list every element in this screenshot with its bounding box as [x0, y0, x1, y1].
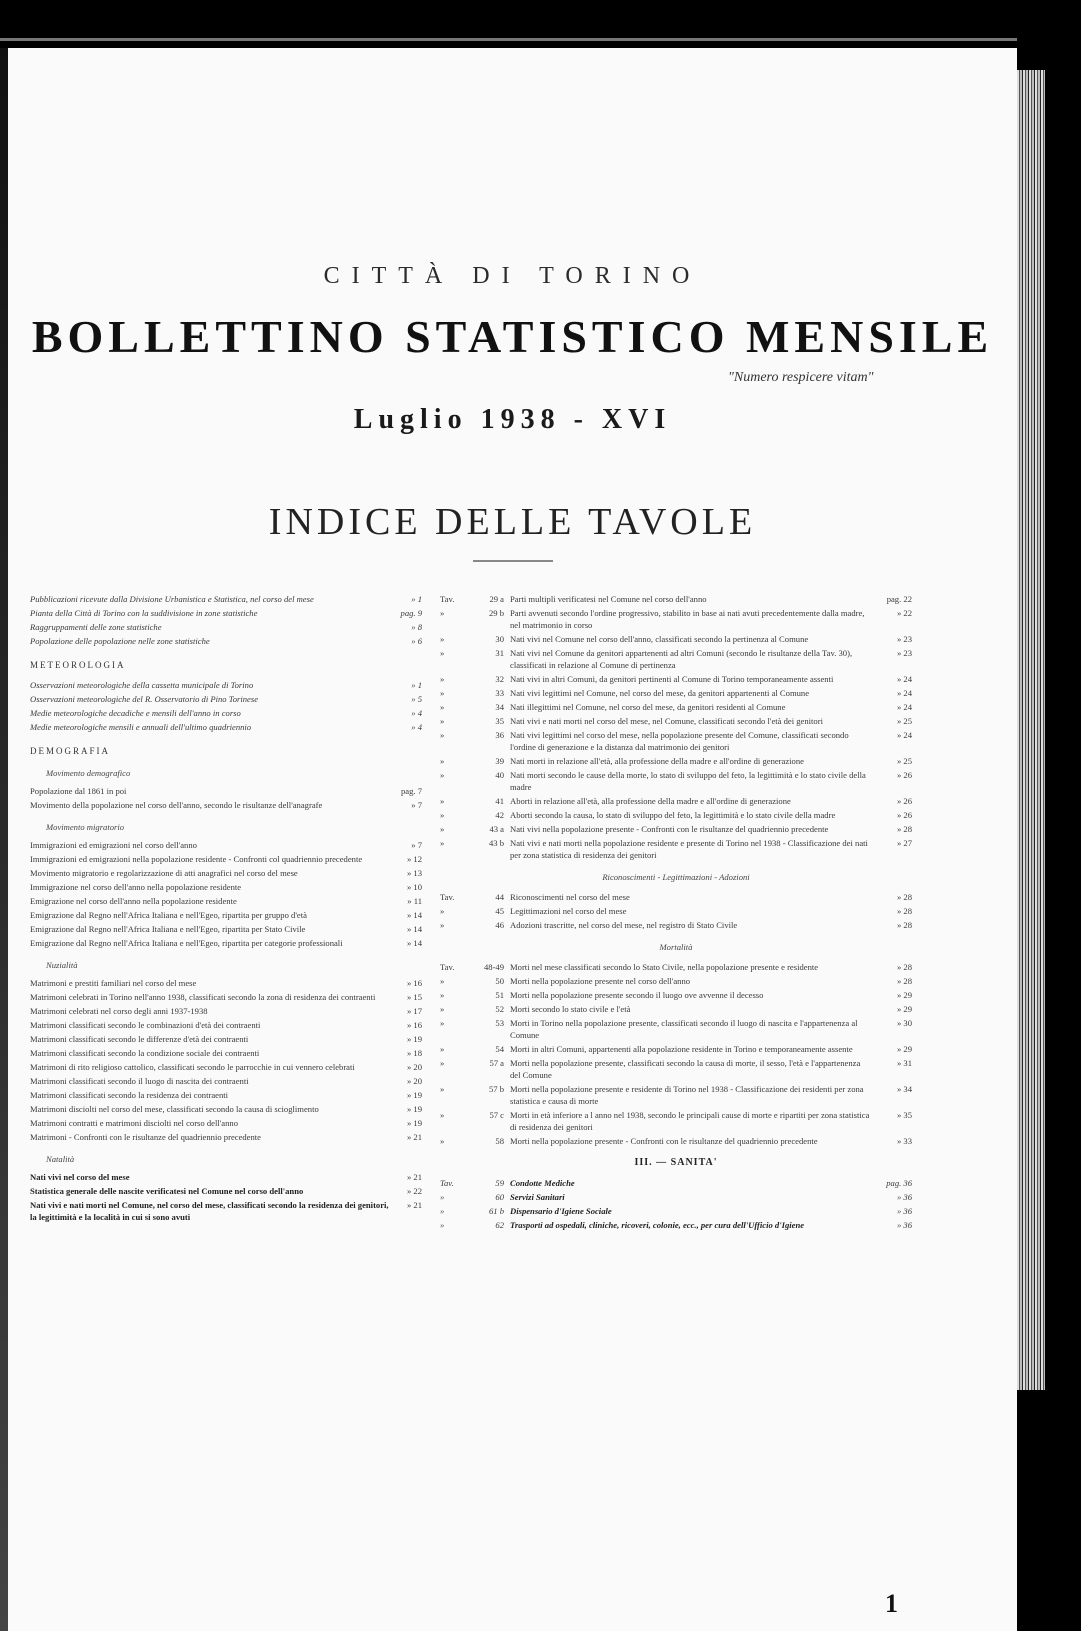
index-entry [440, 769, 912, 793]
index-entry [440, 1219, 912, 1231]
entry-table-number: 34 [495, 702, 504, 712]
entry-page-ref: » 28 [896, 962, 912, 972]
issue-month: Luglio 1938 - XVI [353, 404, 672, 435]
entry-page-ref: » 21 [406, 1132, 422, 1142]
entry-page-ref: » 27 [896, 838, 912, 848]
entry-title: Nati vivi nel Comune nel corso dell'anno, classificati secondo la pertinenza al Comune [510, 634, 809, 644]
entry-tav-label: » [440, 674, 445, 684]
entry-title: Matrimoni classificati secondo la condizione sociale dei contraenti [30, 1048, 260, 1058]
entry-tav-label: » [440, 824, 445, 834]
entry-page-ref: » 14 [406, 910, 422, 920]
index-entry [30, 867, 422, 879]
entry-title: Nati vivi legittimi nel Comune, nel corso del mese, da genitori appartenenti al Comune [510, 688, 810, 698]
nat-list [30, 1171, 422, 1223]
entry-table-number: 29 b [488, 608, 504, 618]
entry-tav-label: » [440, 1206, 445, 1216]
index-entry [30, 1075, 422, 1087]
entry-page-ref: » 29 [896, 1044, 912, 1054]
entry-table-number: 57 a [489, 1058, 504, 1068]
entry-title: Matrimoni e prestiti familiari nel corso del mese [30, 978, 197, 988]
entry-table-number: 41 [495, 796, 504, 806]
entry-title: Matrimoni celebrati in Torino nell'anno 1938, classificati secondo la zona di residenza dei contraenti [30, 992, 376, 1002]
entry-table-number: 54 [495, 1044, 504, 1054]
city-heading: CITTÀ DI TORINO [323, 263, 702, 289]
index-entry [440, 1017, 912, 1041]
entry-table-number: 57 c [489, 1110, 504, 1120]
entry-page-ref: » 24 [896, 674, 912, 684]
entry-title: Nati vivi nella popolazione presente - Confronti con le risultanze del quadriennio precedente [510, 824, 829, 834]
index-entry [30, 977, 422, 989]
entry-title: Nati vivi nel corso del mese [30, 1172, 130, 1182]
entry-tav-label: » [440, 1058, 445, 1068]
entry-page-ref: » 23 [896, 648, 912, 658]
entry-page-ref: » 18 [406, 1048, 422, 1058]
entry-tav-label: » [440, 1136, 445, 1146]
index-entry [30, 895, 422, 907]
entry-page-ref: » 8 [411, 622, 422, 632]
index-entry [440, 607, 912, 631]
index-entry [30, 909, 422, 921]
entry-table-number: 35 [495, 716, 504, 726]
entry-tav-label: » [440, 770, 445, 780]
index-entry [440, 1083, 912, 1107]
entry-table-number: 32 [495, 674, 504, 684]
index-entry [440, 837, 912, 861]
entry-title: Morti in età inferiore a l anno nel 1938, secondo le principali cause di morte e ripartiti per zona statistica di residenza dei genitori [510, 1110, 870, 1132]
entry-title: Morti secondo lo stato civile e l'età [510, 1004, 631, 1014]
entry-title: Medie meteorologiche decadiche e mensili dell'anno in corso [30, 708, 241, 718]
index-entry [440, 989, 912, 1001]
entry-tav-label: » [440, 810, 445, 820]
entry-table-number: 44 [495, 892, 504, 902]
entry-title: Matrimoni classificati secondo le differenze d'età dei contraenti [30, 1034, 249, 1044]
section-heading-demografia: DEMOGRAFIA [30, 746, 111, 756]
index-entry [440, 1057, 912, 1081]
entry-table-number: 45 [495, 906, 504, 916]
entry-title: Aborti in relazione all'età, alla professione della madre e all'ordine di generazione [510, 796, 791, 806]
entry-title: Osservazioni meteorologiche del R. Osservatorio di Pino Torinese [30, 694, 259, 704]
entry-page-ref: » 36 [896, 1206, 912, 1216]
entry-title: Emigrazione dal Regno nell'Africa Italiana e nell'Egeo, ripartita per gruppo d'età [30, 910, 307, 920]
entry-page-ref: » 16 [406, 978, 422, 988]
index-title: INDICE DELLE TAVOLE [268, 501, 757, 543]
page-edges [1017, 70, 1045, 1390]
index-entry [30, 621, 422, 633]
entry-title: Matrimoni di rito religioso cattolico, classificati secondo le parrocchie in cui vennero celebrati [30, 1062, 355, 1072]
entry-tav-label: » [440, 634, 445, 644]
entry-page-ref: » 34 [896, 1084, 912, 1094]
bulletin-title: BOLLETTINO STATISTICO MENSILE [31, 311, 994, 362]
entry-page-ref: » 4 [411, 722, 422, 732]
entry-page-ref: » 35 [896, 1110, 912, 1120]
entry-title: Parti avvenuti secondo l'ordine progressivo, stabilito in base ai nati avuti precedentemente dalla madre, nel matrimonio in corso [510, 608, 865, 630]
entry-title: Popolazione dal 1861 in poi [30, 786, 127, 796]
index-entry [30, 1199, 422, 1223]
entry-table-number: 61 b [488, 1206, 504, 1216]
index-entry [440, 891, 912, 903]
entry-title: Nati vivi legittimi nel corso del mese, nella popolazione presente del Comune, classificati secondo l'ordine di generazione e la distanza dal matrimonio dei genitori [510, 730, 849, 752]
index-entry [440, 701, 912, 713]
entry-table-number: 39 [495, 756, 504, 766]
index-entry [440, 1003, 912, 1015]
entry-page-ref: » 29 [896, 990, 912, 1000]
entry-table-number: 62 [495, 1220, 504, 1230]
entry-title: Statistica generale delle nascite verificatesi nel Comune nel corso dell'anno [30, 1186, 304, 1196]
index-entry [30, 1019, 422, 1031]
subheading-riconoscimenti: Riconoscimenti - Legittimazioni - Adozioni [602, 872, 750, 882]
nuz-list [30, 977, 422, 1143]
entry-title: Morti in Torino nella popolazione presente, classificati secondo il luogo di nascita e l'appartenenza al Comune [510, 1018, 858, 1040]
entry-title: Matrimoni disciolti nel corso del mese, classificati secondo la causa di scioglimento [30, 1104, 319, 1114]
entry-page-ref: » 24 [896, 688, 912, 698]
entry-page-ref: » 30 [896, 1018, 912, 1028]
entry-page-ref: » 13 [406, 868, 422, 878]
index-entry [30, 785, 422, 797]
entry-table-number: 53 [495, 1018, 504, 1028]
entry-title: Raggruppamenti delle zone statistiche [30, 622, 162, 632]
entry-title: Matrimoni classificati secondo il luogo di nascita dei contraenti [30, 1076, 249, 1086]
intro-list [30, 593, 422, 647]
mov-dem-list [30, 785, 422, 811]
index-entry [30, 1117, 422, 1129]
index-entry [30, 839, 422, 851]
entry-title: Pianta della Città di Torino con la suddivisione in zone statistiche [30, 608, 258, 618]
entry-page-ref: » 31 [896, 1058, 912, 1068]
entry-tav-label: » [440, 906, 445, 916]
subheading-mortalita: Mortalità [659, 942, 693, 952]
index-entry [440, 755, 912, 767]
entry-page-ref: » 36 [896, 1220, 912, 1230]
entry-title: Dispensario d'Igiene Sociale [510, 1206, 612, 1216]
entry-page-ref: » 26 [896, 770, 912, 780]
entry-tav-label: » [440, 1192, 445, 1202]
index-entry [440, 961, 912, 973]
entry-tav-label: » [440, 976, 445, 986]
entry-page-ref: » 25 [896, 716, 912, 726]
entry-page-ref: » 25 [896, 756, 912, 766]
index-entry [30, 991, 422, 1003]
index-entry [30, 853, 422, 865]
entry-title: Matrimoni contratti e matrimoni disciolti nel corso dell'anno [30, 1118, 238, 1128]
entry-title: Morti nella popolazione presente - Confronti con le risultanze del quadriennio precedente [510, 1136, 818, 1146]
index-entry [440, 809, 912, 821]
entry-tav-label: » [440, 730, 445, 740]
index-entry [30, 1089, 422, 1101]
entry-title: Morti nella popolazione presente, classificati secondo la causa di morte, il sesso, l'età e l'appartenenza del Comune [510, 1058, 861, 1080]
entry-tav-label: Tav. [440, 594, 455, 604]
ric-list [440, 891, 912, 931]
entry-tav-label: » [440, 648, 445, 658]
entry-title: Morti nella popolazione presente nel corso dell'anno [510, 976, 691, 986]
entry-title: Nati vivi e nati morti nel corso del mese, nel Comune, classificati secondo l'età dei genitori [510, 716, 823, 726]
right-column [440, 593, 912, 1233]
index-entry [440, 1135, 912, 1147]
entry-page-ref: » 14 [406, 938, 422, 948]
index-entry [30, 593, 422, 605]
entry-title: Nati vivi in altri Comuni, da genitori pertinenti al Comune di Torino temporaneamente assenti [510, 674, 834, 684]
scan-left-edge [0, 48, 8, 1631]
entry-table-number: 58 [495, 1136, 504, 1146]
entry-title: Condotte Mediche [510, 1178, 575, 1188]
entry-page-ref: » 6 [411, 636, 422, 646]
entry-page-ref: » 11 [407, 896, 422, 906]
entry-page-ref: » 22 [896, 608, 912, 618]
entry-title: Immigrazione nel corso dell'anno nella popolazione residente [30, 882, 242, 892]
sanita-list [440, 1177, 912, 1231]
entry-page-ref: » 17 [406, 1006, 422, 1016]
entry-title: Immigrazioni ed emigrazioni nel corso dell'anno [30, 840, 197, 850]
entry-tav-label: » [440, 688, 445, 698]
index-entry [440, 633, 912, 645]
entry-title: Riconoscimenti nel corso del mese [510, 892, 630, 902]
entry-table-number: 30 [495, 634, 504, 644]
section-heading-meteorologia: METEOROLOGIA [30, 660, 126, 670]
entry-tav-label: » [440, 716, 445, 726]
entry-page-ref: » 24 [896, 702, 912, 712]
entry-page-ref: » 1 [411, 680, 422, 690]
index-entry [30, 607, 422, 619]
entry-page-ref: pag. 7 [400, 786, 422, 796]
entry-page-ref: » 4 [411, 708, 422, 718]
entry-page-ref: » 36 [896, 1192, 912, 1202]
entry-page-ref: » 19 [406, 1090, 422, 1100]
entry-table-number: 60 [495, 1192, 504, 1202]
entry-table-number: 59 [495, 1178, 504, 1188]
entry-table-number: 52 [495, 1004, 504, 1014]
nat-cont-list [440, 593, 912, 861]
left-column [30, 593, 422, 1225]
entry-page-ref: pag. 36 [886, 1178, 912, 1188]
entry-tav-label: » [440, 608, 445, 618]
entry-title: Emigrazione dal Regno nell'Africa Italiana e nell'Egeo, ripartita per Stato Civile [30, 924, 306, 934]
entry-page-ref: » 21 [406, 1172, 422, 1182]
entry-page-ref: » 7 [411, 800, 422, 810]
entry-title: Matrimoni classificati secondo la residenza dei contraenti [30, 1090, 229, 1100]
entry-tav-label: » [440, 838, 445, 848]
index-entry [30, 937, 422, 949]
index-entry [440, 975, 912, 987]
entry-page-ref: » 19 [406, 1034, 422, 1044]
index-entry [30, 799, 422, 811]
meteo-list [30, 679, 422, 733]
mort-list [440, 961, 912, 1147]
entry-tav-label: » [440, 702, 445, 712]
index-entry [30, 1185, 422, 1197]
motto: "Numero respicere vitam" [728, 370, 874, 385]
entry-page-ref: » 23 [896, 634, 912, 644]
entry-page-ref: » 21 [406, 1200, 422, 1210]
entry-title: Trasporti ad ospedali, cliniche, ricoveri, colonie, ecc., per cura dell'Ufficio d'Igiene [510, 1220, 805, 1230]
entry-tav-label: » [440, 1044, 445, 1054]
entry-page-ref: » 29 [896, 1004, 912, 1014]
entry-title: Servizi Sanitari [510, 1192, 565, 1202]
entry-page-ref: pag. 22 [886, 594, 912, 604]
index-entry [30, 721, 422, 733]
entry-page-ref: » 16 [406, 1020, 422, 1030]
index-entry [30, 1103, 422, 1115]
entry-page-ref: » 20 [406, 1076, 422, 1086]
entry-title: Emigrazione nel corso dell'anno nella popolazione residente [30, 896, 237, 906]
entry-title: Nati vivi e nati morti nella popolazione residente e presente di Torino nel 1938 - Classificazione dei nati per zona statistica di residenza dei genitori [510, 838, 868, 860]
entry-title: Nati illegittimi nel Comune, nel corso del mese, da genitori residenti al Comune [510, 702, 786, 712]
entry-tav-label: » [440, 756, 445, 766]
index-entry [30, 1047, 422, 1059]
entry-title: Morti nella popolazione presente secondo il luogo ove avvenne il decesso [510, 990, 764, 1000]
entry-title: Nati morti secondo le cause della morte, lo stato di sviluppo del feto, la legittimità e lo stato civile della madre [510, 770, 866, 792]
index-entry [30, 635, 422, 647]
entry-table-number: 48-49 [483, 962, 504, 972]
entry-table-number: 51 [495, 990, 504, 1000]
scan-top-border [0, 0, 1081, 48]
entry-title: Matrimoni - Confronti con le risultanze del quadriennio precedente [30, 1132, 261, 1142]
index-entry [440, 673, 912, 685]
entry-table-number: 46 [495, 920, 504, 930]
index-entry [30, 707, 422, 719]
entry-page-ref: » 22 [406, 1186, 422, 1196]
index-entry [30, 923, 422, 935]
entry-title: Nati vivi nel Comune da genitori appartenenti ad altri Comuni (secondo le risultanze della Tav. 30), classificati in relazione al Comune di pertinenza [510, 648, 853, 670]
index-entry [440, 1191, 912, 1203]
index-entry [30, 693, 422, 705]
entry-title: Pubblicazioni ricevute dalla Divisione Urbanistica e Statistica, nel corso del mese [30, 594, 314, 604]
page-number: 1 [885, 1589, 898, 1618]
entry-page-ref: » 12 [406, 854, 422, 864]
index-entry [440, 1109, 912, 1133]
entry-title: Emigrazione dal Regno nell'Africa Italiana e nell'Egeo, ripartita per categorie professionali [30, 938, 343, 948]
index-entry [30, 1033, 422, 1045]
entry-tav-label: » [440, 1110, 445, 1120]
index-entry [440, 593, 912, 605]
entry-page-ref: » 28 [896, 824, 912, 834]
subheading-nuzialita: Nuzialità [46, 960, 78, 970]
entry-table-number: 40 [495, 770, 504, 780]
entry-page-ref: » 7 [411, 840, 422, 850]
index-entry [440, 919, 912, 931]
entry-table-number: 31 [495, 648, 504, 658]
entry-title: Aborti secondo la causa, lo stato di sviluppo del feto, la legittimità e lo stato civile della madre [510, 810, 836, 820]
entry-table-number: 42 [495, 810, 504, 820]
entry-page-ref: » 28 [896, 920, 912, 930]
entry-page-ref: » 14 [406, 924, 422, 934]
entry-table-number: 29 a [489, 594, 504, 604]
index-entry [30, 1061, 422, 1073]
section-heading-sanita: III. — SANITA' [634, 1157, 718, 1168]
index-entry [30, 881, 422, 893]
entry-title: Matrimoni classificati secondo le combinazioni d'età dei contraenti [30, 1020, 261, 1030]
entry-page-ref: » 28 [896, 892, 912, 902]
entry-table-number: 43 a [489, 824, 504, 834]
entry-tav-label: Tav. [440, 892, 455, 902]
entry-title: Adozioni trascritte, nel corso del mese, nel registro di Stato Civile [510, 920, 738, 930]
entry-tav-label: » [440, 1220, 445, 1230]
entry-title: Movimento della popolazione nel corso dell'anno, secondo le risultanze dell'anagrafe [30, 800, 323, 810]
entry-tav-label: » [440, 1084, 445, 1094]
index-entry [440, 1043, 912, 1055]
entry-tav-label: » [440, 920, 445, 930]
entry-page-ref: » 28 [896, 976, 912, 986]
entry-tav-label: » [440, 1004, 445, 1014]
index-entry [440, 823, 912, 835]
entry-page-ref: » 5 [411, 694, 422, 704]
entry-title: Morti in altri Comuni, appartenenti alla popolazione residente in Torino e temporaneamente assente [510, 1044, 853, 1054]
index-entry [30, 1131, 422, 1143]
subheading-natalita: Natalità [46, 1154, 75, 1164]
entry-table-number: 33 [495, 688, 504, 698]
entry-page-ref: » 1 [411, 594, 422, 604]
index-entry [440, 1205, 912, 1217]
entry-tav-label: Tav. [440, 1178, 454, 1188]
index-entry [30, 1005, 422, 1017]
index-entry [440, 647, 912, 671]
entry-title: Nati morti in relazione all'età, alla professione della madre e all'ordine di generazione [510, 756, 804, 766]
entry-title: Nati vivi e nati morti nel Comune, nel corso del mese, classificati secondo la residenza dei genitori, la legittimità e la località in cui si sono avuti [30, 1200, 389, 1222]
entry-tav-label: Tav. [440, 962, 455, 972]
entry-title: Immigrazioni ed emigrazioni nella popolazione residente - Confronti col quadriennio precedente [30, 854, 363, 864]
entry-tav-label: » [440, 796, 445, 806]
entry-page-ref: pag. 9 [400, 608, 422, 618]
entry-table-number: 43 b [488, 838, 504, 848]
index-entry [440, 729, 912, 753]
entry-page-ref: » 33 [896, 1136, 912, 1146]
index-entry [440, 905, 912, 917]
entry-page-ref: » 24 [896, 730, 912, 740]
entry-table-number: 57 b [488, 1084, 504, 1094]
entry-tav-label: » [440, 1018, 445, 1028]
index-entry [30, 1171, 422, 1183]
document-page [8, 48, 1017, 1631]
entry-page-ref: » 26 [896, 810, 912, 820]
title-divider [473, 560, 553, 562]
entry-title: Medie meteorologiche mensili e annuali dell'ultimo quadriennio [30, 722, 252, 732]
entry-page-ref: » 15 [406, 992, 422, 1002]
entry-page-ref: » 19 [406, 1104, 422, 1114]
index-entry [440, 715, 912, 727]
entry-title: Matrimoni celebrati nel corso degli anni 1937-1938 [30, 1006, 208, 1016]
entry-title: Osservazioni meteorologiche della cassetta municipale di Torino [30, 680, 254, 690]
index-entry [440, 1177, 912, 1189]
entry-page-ref: » 26 [896, 796, 912, 806]
mov-mig-list [30, 839, 422, 949]
entry-table-number: 36 [495, 730, 504, 740]
entry-table-number: 50 [495, 976, 504, 986]
entry-title: Morti nel mese classificati secondo lo Stato Civile, nella popolazione presente e residente [510, 962, 819, 972]
subheading-movimento-demografico: Movimento demografico [46, 768, 131, 778]
entry-page-ref: » 19 [406, 1118, 422, 1128]
entry-page-ref: » 10 [406, 882, 422, 892]
entry-title: Parti multipli verificatesi nel Comune nel corso dell'anno [510, 594, 707, 604]
entry-title: Legittimazioni nel corso del mese [510, 906, 627, 916]
index-entry [440, 795, 912, 807]
index-entry [440, 687, 912, 699]
entry-page-ref: » 20 [406, 1062, 422, 1072]
entry-page-ref: » 28 [896, 906, 912, 916]
entry-title: Morti nella popolazione presente e residente di Torino nel 1938 - Classificazione dei residenti per zona statistica e causa di morte [510, 1084, 864, 1106]
subheading-movimento-migratorio: Movimento migratorio [46, 822, 125, 832]
entry-title: Popolazione delle popolazione nelle zone statistiche [30, 636, 210, 646]
index-entry [30, 679, 422, 691]
entry-title: Movimento migratorio e regolarizzazione di atti anagrafici nel corso del mese [30, 868, 298, 878]
entry-tav-label: » [440, 990, 445, 1000]
